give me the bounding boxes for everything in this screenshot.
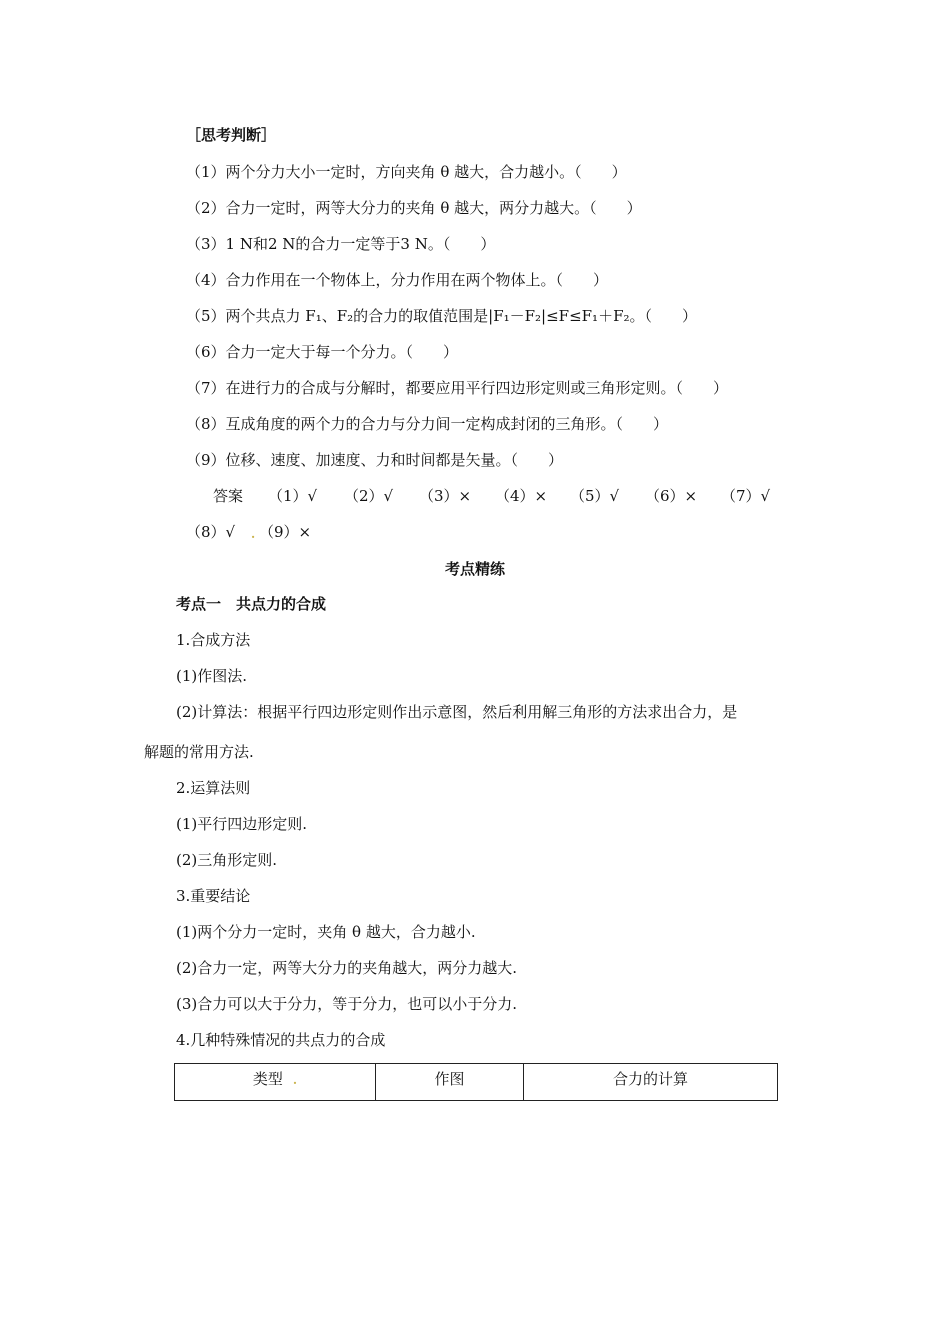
header-type: 类型 .	[175, 1064, 376, 1101]
table-header-row	[175, 1064, 778, 1101]
answer-5: （5）√	[570, 487, 620, 505]
conclusion-1: (1)两个分力一定时，夹角 θ 越大，合力越小.	[176, 923, 476, 941]
heading-1: 1.合成方法	[176, 631, 251, 649]
answer-8: （8）√	[186, 523, 236, 541]
question-7: （7）在进行力的合成与分解时，都要应用平行四边形定则或三角形定则。（ ）	[186, 379, 729, 397]
header-calculation: 合力的计算	[524, 1064, 778, 1101]
question-2: （2）合力一定时，两等大分力的夹角 θ 越大，两分力越大。（ ）	[186, 199, 642, 217]
heading-2: 2.运算法则	[176, 779, 251, 797]
conclusion-2: (2)合力一定，两等大分力的夹角越大，两分力越大.	[176, 959, 518, 977]
answer-2: （2）√	[344, 487, 394, 505]
heading-4: 4.几种特殊情况的共点力的合成	[176, 1031, 386, 1049]
answer-4: （4）×	[495, 487, 548, 505]
scan-dot: .	[251, 527, 256, 541]
question-8: （8）互成角度的两个力的合力与分力间一定构成封闭的三角形。（ ）	[186, 415, 669, 433]
rule-parallelogram: (1)平行四边形定则.	[176, 815, 308, 833]
question-9: （9）位移、速度、加速度、力和时间都是矢量。（ ）	[186, 451, 564, 469]
question-5: （5）两个共点力 F₁、F₂的合力的取值范围是|F₁－F₂|≤F≤F₁＋F₂。（ ）	[186, 307, 697, 325]
answer-label: 答案	[213, 487, 244, 505]
question-1: （1）两个分力大小一定时，方向夹角 θ 越大，合力越小。（ ）	[186, 163, 627, 181]
special-cases-table	[174, 1063, 778, 1101]
method-calc-line2: 解题的常用方法.	[144, 743, 254, 761]
heading-3: 3.重要结论	[176, 887, 251, 905]
method-graphic: (1)作图法.	[176, 667, 248, 685]
answer-1: （1）√	[268, 487, 318, 505]
question-6: （6）合力一定大于每一个分力。（ ）	[186, 343, 459, 361]
rule-triangle: (2)三角形定则.	[176, 851, 278, 869]
answer-3: （3）×	[419, 487, 472, 505]
answer-6: （6）×	[645, 487, 698, 505]
method-calc-line1: (2)计算法：根据平行四边形定则作出示意图，然后利用解三角形的方法求出合力，是	[176, 703, 738, 721]
header-diagram: 作图	[376, 1064, 524, 1101]
think-title: ［思考判断］	[186, 126, 277, 144]
point-title: 考点一 共点力的合成	[176, 595, 327, 613]
conclusion-3: (3)合力可以大于分力，等于分力，也可以小于分力.	[176, 995, 518, 1013]
section-title: 考点精练	[444, 560, 505, 578]
answer-7: （7）√	[721, 487, 771, 505]
answer-9: （9）×	[259, 523, 312, 541]
question-3: （3）1 N和2 N的合力一定等于3 N。（ ）	[186, 235, 496, 253]
question-4: （4）合力作用在一个物体上，分力作用在两个物体上。（ ）	[186, 271, 609, 289]
